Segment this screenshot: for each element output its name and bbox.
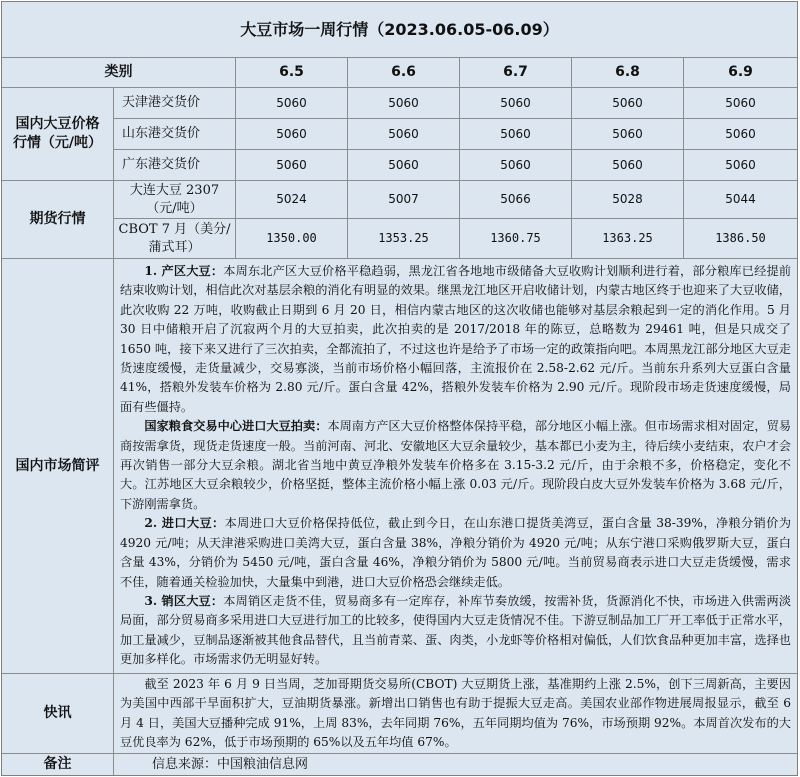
commentary-label: 国内市场简评 xyxy=(2,259,114,674)
price-value: 5060 xyxy=(684,88,797,119)
date-header: 6.5 xyxy=(236,58,348,88)
commentary-paragraph xyxy=(120,514,791,592)
futures-value: 5044 xyxy=(684,181,797,219)
date-header: 6.8 xyxy=(572,58,684,88)
date-header: 6.6 xyxy=(348,58,460,88)
price-value: 5060 xyxy=(684,150,797,181)
news-body xyxy=(114,674,797,754)
section-heading: 1. 产区大豆： xyxy=(144,264,224,278)
price-value: 5060 xyxy=(348,88,460,119)
futures-value: 1360.75 xyxy=(460,219,572,259)
price-value: 5060 xyxy=(236,119,348,150)
price-value: 5060 xyxy=(236,88,348,119)
section-heading: 3. 销区大豆： xyxy=(144,593,224,608)
section-text: 本周销区走货不佳，贸易商多有一定库存，补库节奏放缓，按需补货，货源消化不快，市场进入供需两淡局面，部分贸易商多采用进口大豆进行加工的比较多，使得国内大豆走货情况不佳。下游豆制品加工厂开工率低于正常水平，加工量减少，豆制品逐渐被其他食品替代，且当前青菜、蛋、肉类，小龙虾等价格相对偏低，人们饮食品种更加丰富，选择也更加多样化。市场需求仍无明显好转。 xyxy=(120,593,792,667)
price-value: 5060 xyxy=(460,88,572,119)
futures-row-name: 大连大豆 2307（元/吨） xyxy=(114,181,236,219)
futures-row-name: CBOT 7 月（美分/蒲式耳） xyxy=(114,219,236,259)
date-header: 6.9 xyxy=(684,58,797,88)
price-value: 5060 xyxy=(684,119,797,150)
note-label: 备注 xyxy=(2,754,114,775)
section-text: 本周东北产区大豆价格平稳趋弱，黑龙江省各地地市级储备大豆收购计划顺利进行着，部分粮库已经提前结束收购计划，相信此次对基层余粮的消化有明显的效果。继黑龙江地区开启收储计划，内蒙古地区终于也迎来了大豆收储，此次收购 22 万吨，收购截止日期到 6 月 20 日，相信内蒙古地区的这次收储也能够对基层余粮起到一定的消化作用。5 月 30 日中储粮开启了沉寂两个月的大豆拍卖，此次拍卖的是 2017/2018 年的陈豆，总略数为 29461 吨，但是只成交了 1650 吨，接下来又进行了三次拍卖，全都流拍了，不过这也许是给予了市场一定的政策指向吧。本周黑龙江部分地区大豆走货速度缓慢，走货量减少，交易寡淡，当前市场价格小幅回落，主流报价在 2.58-2.62 元/斤。当前东升系列大豆蛋白含量 41%，搭粮外发装车价格为 2.80 元/斤。蛋白含量 42%，搭粮外发装车价格为 2.90 元/斤。现阶段市场走货速度缓慢，局面有些僵持。 xyxy=(120,264,792,414)
date-header: 6.7 xyxy=(460,58,572,88)
commentary-paragraph xyxy=(120,417,791,514)
futures-value: 1363.25 xyxy=(572,219,684,259)
section-text: 本周南方产区大豆价格整体保持平稳，部分地区小幅上涨。但市场需求相对固定，贸易商按需拿货，现货走货速度一般。当前河南、河北、安徽地区大豆余量较少，基本都已小麦为主，待后续小麦结束，农户才会再次销售一部分大豆余粮。湖北省当地中黄豆净粮外发装车价格多在 3.15-3.2 元/斤，由于余粮不多，价格稳定，变化不大。江苏地区大豆余粮较少，价格坚挺，整体主流价格小幅上涨 0.03 元/斤。现阶段白皮大豆外发装车价格为 3.68 元/斤，下游刚需拿货。 xyxy=(120,419,792,511)
price-value: 5060 xyxy=(572,119,684,150)
futures-value: 5028 xyxy=(572,181,684,219)
news-label: 快讯 xyxy=(2,674,114,754)
futures-value: 5024 xyxy=(236,181,348,219)
futures-value: 1350.00 xyxy=(236,219,348,259)
price-row-name: 山东港交货价 xyxy=(114,119,236,150)
note-text: 信息来源：中国粮油信息网 xyxy=(152,756,309,772)
price-value: 5060 xyxy=(460,119,572,150)
report-table xyxy=(1,1,798,776)
news-text: 截至 2023 年 6 月 9 日当周，芝加哥期货交易所(CBOT) 大豆期货上涨，基准期约上涨 2.5%，创下三周新高，主要因为美国中西部干旱面积扩大，豆油期货暴涨。新增出口销售也有助于提振大豆走高。美国农业部作物进展周报显示，截至 6 月 4 日，美国大豆播种完成 91%，上周 83%，去年同期 76%，五年同期均值为 76%，市场预期 92%。本周首次发布的大豆优良率为 62%，低于市场预期的 65%以及五年均值 67%。 xyxy=(120,677,791,750)
category-header: 类别 xyxy=(2,58,236,88)
futures-label: 期货行情 xyxy=(2,181,114,259)
price-value: 5060 xyxy=(236,150,348,181)
futures-value: 1353.25 xyxy=(348,219,460,259)
price-row-name: 广东港交货价 xyxy=(114,150,236,181)
price-row-name: 天津港交货价 xyxy=(114,88,236,119)
price-value: 5060 xyxy=(348,150,460,181)
section-heading: 国家粮食交易中心进口大豆拍卖： xyxy=(144,419,328,434)
price-value: 5060 xyxy=(460,150,572,181)
commentary-body xyxy=(114,259,797,674)
futures-value: 5066 xyxy=(460,181,572,219)
commentary-paragraph xyxy=(120,262,791,417)
commentary-paragraph xyxy=(120,592,791,670)
price-value: 5060 xyxy=(572,88,684,119)
report-title: 大豆市场一周行情（2023.06.05-06.09） xyxy=(2,2,797,58)
price-value: 5060 xyxy=(572,150,684,181)
futures-value: 5007 xyxy=(348,181,460,219)
domestic-price-label: 国内大豆价格行情（元/吨） xyxy=(2,88,114,181)
section-heading: 2. 进口大豆： xyxy=(144,516,225,531)
price-value: 5060 xyxy=(348,119,460,150)
futures-value: 1386.50 xyxy=(684,219,797,259)
section-text: 本周进口大豆价格保持低位，截止到今日，在山东港口提货美湾豆，蛋白含量 38-39%，净粮分销价为 4920 元/吨；从天津港采购进口美湾大豆，蛋白含量 38%，净粮分销价为 4920 元/吨；从东宁港口采购俄罗斯大豆，蛋白含量 43%，分销价为 5450 元/吨，蛋白含量 46%，净粮分销价为 5800 元/吨。当前贸易商表示进口大豆走货缓慢，需求不佳，随着通关检验加快，大量集中到港，进口大豆价格恐会继续走低。 xyxy=(120,516,792,589)
